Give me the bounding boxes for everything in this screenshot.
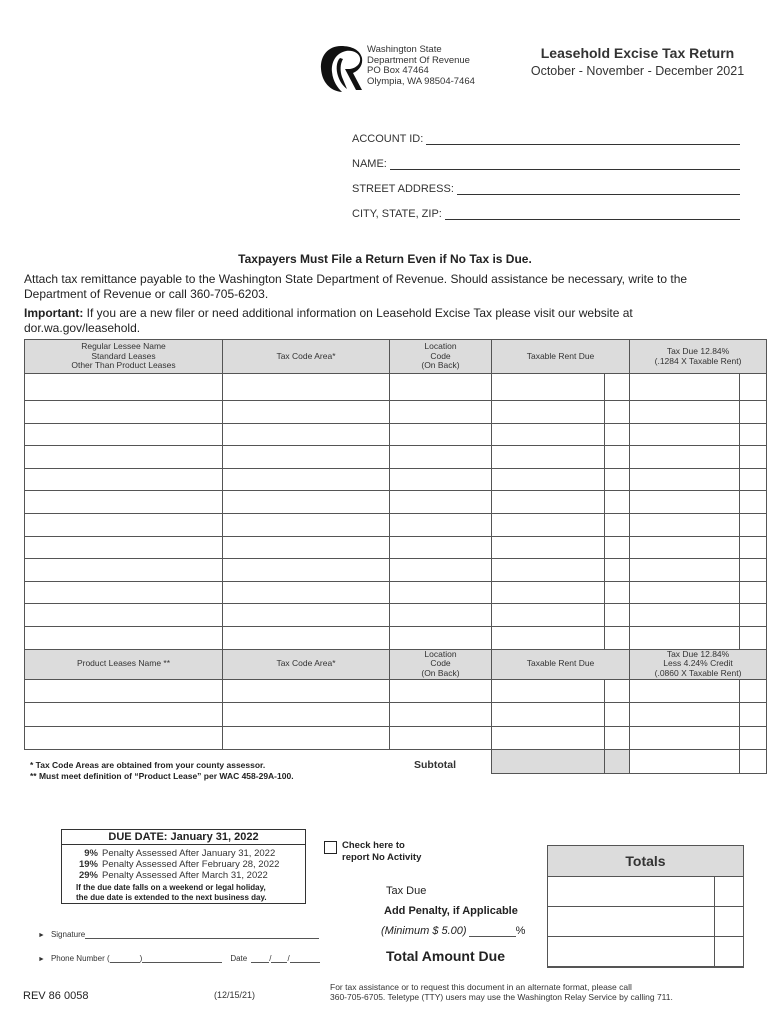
subtotal-shaded-cell [605, 750, 630, 774]
table-row [25, 536, 767, 559]
product-tax-code-area-cell[interactable] [223, 679, 390, 703]
table-row [25, 374, 767, 401]
penalty-text: Penalty Assessed After February 28, 2022 [102, 859, 280, 870]
arrow-right-icon: ► [38, 932, 45, 939]
tax-code-area-cell[interactable] [223, 626, 390, 649]
taxable-rent-cell[interactable] [492, 374, 605, 401]
name-line[interactable] [390, 160, 740, 170]
must-file-notice: Taxpayers Must File a Return Even if No Tax is Due. [238, 252, 532, 266]
taxable-rent-cell[interactable] [492, 559, 605, 582]
tax-due-cents-cell[interactable] [740, 423, 767, 446]
tax-code-area-cell[interactable] [223, 581, 390, 604]
taxable-rent-cell[interactable] [492, 604, 605, 627]
product-tax-due-cents-cell[interactable] [740, 679, 767, 703]
penalty-line [76, 870, 268, 881]
table-row [25, 604, 767, 627]
product-taxable-rent-cell[interactable] [492, 703, 605, 727]
phone-area-code-field[interactable] [110, 954, 140, 963]
product-tax-code-area-cell[interactable] [223, 726, 390, 750]
lessee-name-cell[interactable] [25, 491, 223, 514]
product-tax-code-area-cell[interactable] [223, 703, 390, 727]
product-taxable-rent-cell[interactable] [492, 726, 605, 750]
table-row [25, 726, 767, 750]
assistance-text [330, 982, 750, 1002]
city-state-zip-label: CITY, STATE, ZIP: [352, 208, 442, 220]
location-code-cell[interactable] [390, 581, 492, 604]
phone-date-row [38, 954, 320, 963]
location-code-cell[interactable] [390, 604, 492, 627]
product-tax-due-cents-cell[interactable] [740, 703, 767, 727]
product-tax-due-cell[interactable] [630, 703, 740, 727]
tax-due-cents-cell[interactable] [740, 401, 767, 424]
lessee-name-cell[interactable] [25, 559, 223, 582]
tax-due-cents-cell[interactable] [740, 581, 767, 604]
penalty-percent: 19% [78, 859, 98, 870]
taxable-rent-cents-cell[interactable] [605, 468, 630, 491]
taxable-rent-cents-cell[interactable] [605, 491, 630, 514]
table-row [25, 423, 767, 446]
taxable-rent-cents-cell[interactable] [605, 446, 630, 469]
lessee-name-cell[interactable] [25, 401, 223, 424]
table-row [25, 559, 767, 582]
location-code-cell[interactable] [390, 513, 492, 536]
lessee-name-cell[interactable] [25, 374, 223, 401]
account-id-line[interactable] [426, 135, 740, 145]
form-period: October - November - December 2021 [530, 64, 745, 78]
attach-instructions: Attach tax remittance payable to the Washington State Department of Revenue. Should assistance be necessary, write to the Department of Revenue or call 360-705-6203. [24, 272, 688, 301]
agency-address [367, 45, 475, 87]
penalty-text: Penalty Assessed After January 31, 2022 [102, 848, 276, 859]
tax-due-cents-cell[interactable] [740, 491, 767, 514]
tax-code-area-cell[interactable] [223, 604, 390, 627]
percent-sign: % [515, 925, 526, 937]
tax-code-area-header: Tax Code Area* [223, 649, 390, 679]
lessee-name-cell[interactable] [25, 513, 223, 536]
street-address-line[interactable] [457, 185, 740, 195]
location-code-cell[interactable] [390, 626, 492, 649]
tax-due-cents-cell[interactable] [740, 604, 767, 627]
phone-paren-close: ) [139, 954, 143, 963]
taxable-rent-cents-cell[interactable] [605, 581, 630, 604]
agency-line: Department Of Revenue [367, 54, 470, 66]
table-row [25, 679, 767, 703]
table-row [25, 581, 767, 604]
tax-code-area-cell[interactable] [223, 423, 390, 446]
totals-box [547, 845, 744, 968]
due-date-box [61, 829, 306, 904]
no-activity-label [342, 840, 421, 863]
totals-header: Totals [548, 846, 743, 877]
location-code-cell[interactable] [390, 468, 492, 491]
lease-table [24, 339, 767, 774]
product-location-code-cell[interactable] [390, 703, 492, 727]
tax-due-cents-cell[interactable] [740, 468, 767, 491]
penalty-percent: 29% [78, 870, 98, 881]
taxable-rent-cents-cell[interactable] [605, 374, 630, 401]
product-taxable-rent-cents-cell[interactable] [605, 726, 630, 750]
tax-due-cell[interactable] [630, 626, 740, 649]
phone-number-field[interactable] [139, 954, 222, 963]
signature-row [38, 930, 319, 939]
lessee-name-header: Regular Lessee Name Standard Leases Other Than Product Leases [25, 340, 223, 374]
tax-due-cell[interactable] [630, 468, 740, 491]
lessee-name-cell[interactable] [25, 468, 223, 491]
tax-code-area-cell[interactable] [223, 468, 390, 491]
form-title: Leasehold Excise Tax Return [540, 45, 735, 61]
penalty-percent-field[interactable] [469, 928, 516, 937]
phone-label: Phone Number ( [50, 954, 110, 963]
product-tax-due-cell[interactable] [630, 679, 740, 703]
subtotal-cell[interactable] [630, 750, 740, 774]
tax-due-cents-cell[interactable] [740, 536, 767, 559]
add-penalty-label: Add Penalty, if Applicable [384, 905, 518, 917]
due-date-note [76, 883, 267, 902]
arrow-right-icon: ► [38, 956, 45, 963]
table-row [25, 626, 767, 649]
table-row [25, 491, 767, 514]
product-taxable-rent-cell[interactable] [492, 679, 605, 703]
penalty-text: Penalty Assessed After March 31, 2022 [102, 870, 268, 881]
location-code-cell[interactable] [390, 446, 492, 469]
taxable-rent-cents-cell[interactable] [605, 626, 630, 649]
city-state-zip-field[interactable] [352, 206, 740, 220]
tax-due-header: Tax Due 12.84% Less 4.24% Credit (.0860 X Taxable Rent) [630, 649, 767, 679]
tax-due-cents-cell[interactable] [740, 374, 767, 401]
product-lessee-name-cell[interactable] [25, 679, 223, 703]
taxable-rent-header: Taxable Rent Due [492, 649, 630, 679]
location-code-cell[interactable] [390, 491, 492, 514]
assistance-line: 360-705-6705. Teletype (TTY) users may use the Washington Relay Service by calling 711. [330, 992, 673, 1002]
table-header-row [25, 649, 767, 679]
table-row [25, 468, 767, 491]
tax-code-area-header: Tax Code Area* [223, 340, 390, 374]
taxable-rent-cents-cell[interactable] [605, 401, 630, 424]
tax-code-area-cell[interactable] [223, 559, 390, 582]
location-code-header: Location Code (On Back) [390, 649, 492, 679]
taxable-rent-header: Taxable Rent Due [492, 340, 630, 374]
street-address-label: STREET ADDRESS: [352, 183, 454, 195]
taxable-rent-cell[interactable] [492, 401, 605, 424]
taxable-rent-cell[interactable] [492, 423, 605, 446]
product-taxable-rent-cents-cell[interactable] [605, 679, 630, 703]
due-date-title: DUE DATE: January 31, 2022 [62, 830, 305, 845]
taxable-rent-cell[interactable] [492, 513, 605, 536]
tax-code-area-cell[interactable] [223, 401, 390, 424]
important-text: If you are a new filer or need additional information on Leasehold Excise Tax please visit our website at dor.wa.gov/leasehold. [24, 306, 633, 335]
name-field[interactable] [352, 156, 740, 170]
taxable-rent-cents-cell[interactable] [605, 423, 630, 446]
taxable-rent-cell[interactable] [492, 581, 605, 604]
date-month-field[interactable] [251, 954, 272, 963]
important-notice [24, 306, 749, 335]
tax-code-area-cell[interactable] [223, 536, 390, 559]
product-lessee-name-cell[interactable] [25, 726, 223, 750]
lessee-name-cell[interactable] [25, 604, 223, 627]
cents-divider [714, 877, 715, 967]
table-row [25, 446, 767, 469]
product-taxable-rent-cents-cell[interactable] [605, 703, 630, 727]
location-code-cell[interactable] [390, 401, 492, 424]
date-day-field[interactable] [271, 954, 290, 963]
tax-code-area-cell[interactable] [223, 446, 390, 469]
taxable-rent-cents-cell[interactable] [605, 559, 630, 582]
taxable-rent-cents-cell[interactable] [605, 536, 630, 559]
tax-due-cell[interactable] [630, 581, 740, 604]
taxable-rent-cents-cell[interactable] [605, 604, 630, 627]
tax-due-cents-cell[interactable] [740, 626, 767, 649]
date-separator: / [269, 954, 272, 963]
tax-code-area-cell[interactable] [223, 513, 390, 536]
form-number: REV 86 0058 [23, 990, 89, 1002]
subtotal-label: Subtotal [414, 759, 456, 771]
tax-due-cell[interactable] [630, 401, 740, 424]
tax-due-cents-cell[interactable] [740, 513, 767, 536]
lessee-name-cell[interactable] [25, 446, 223, 469]
taxable-rent-cell[interactable] [492, 536, 605, 559]
signature-label: Signature [50, 930, 86, 939]
total-amount-due-label: Total Amount Due [386, 948, 505, 964]
location-code-header: Location Code (On Back) [390, 340, 492, 374]
tax-due-label: Tax Due [386, 885, 427, 897]
agency-line: Washington State [367, 44, 442, 55]
due-note-line: If the due date falls on a weekend or legal holiday, [76, 883, 266, 892]
no-activity-line: Check here to [342, 840, 405, 851]
penalty-line [76, 848, 275, 859]
no-activity-line: report No Activity [342, 851, 422, 863]
account-id-label: ACCOUNT ID: [352, 133, 424, 145]
tax-code-area-note: * Tax Code Areas are obtained from your county assessor. [30, 760, 266, 770]
agency-line: Olympia, WA 98504-7464 [367, 75, 475, 87]
location-code-cell[interactable] [390, 423, 492, 446]
tax-due-cell[interactable] [630, 604, 740, 627]
product-tax-due-cell[interactable] [630, 726, 740, 750]
table-row [25, 513, 767, 536]
location-code-cell[interactable] [390, 559, 492, 582]
tax-due-cell[interactable] [630, 536, 740, 559]
table-row [25, 703, 767, 727]
date-separator: / [287, 954, 290, 963]
taxable-rent-cell[interactable] [492, 491, 605, 514]
taxable-rent-cell[interactable] [492, 626, 605, 649]
name-label: NAME: [352, 158, 387, 170]
subtotal-cell[interactable] [740, 750, 767, 774]
taxable-rent-cents-cell[interactable] [605, 513, 630, 536]
penalty-line [76, 859, 279, 870]
revision-date: (12/15/21) [214, 990, 256, 1000]
minimum-label: (Minimum $ 5.00) [381, 925, 467, 937]
product-lessee-name-cell[interactable] [25, 703, 223, 727]
tax-due-cell[interactable] [630, 491, 740, 514]
tax-code-area-cell[interactable] [223, 374, 390, 401]
product-lease-note: ** Must meet definition of “Product Lease” per WAC 458-29A-100. [30, 770, 294, 781]
important-label: Important: [24, 306, 84, 320]
account-id-field[interactable] [352, 131, 740, 145]
no-activity-checkbox[interactable] [324, 841, 337, 854]
product-lease-name-header: Product Leases Name ** [25, 649, 223, 679]
table-header-row [25, 340, 767, 374]
penalty-percent: 9% [84, 848, 98, 859]
location-code-cell[interactable] [390, 536, 492, 559]
assistance-line: For tax assistance or to request this document in an alternate format, please call [330, 982, 632, 992]
tax-due-header: Tax Due 12.84% (.1284 X Taxable Rent) [630, 340, 767, 374]
tax-due-cell[interactable] [630, 559, 740, 582]
agency-line: PO Box 47464 [367, 65, 429, 77]
lessee-name-cell[interactable] [25, 581, 223, 604]
tax-due-cell[interactable] [630, 513, 740, 536]
tax-due-cents-cell[interactable] [740, 559, 767, 582]
date-year-field[interactable] [290, 954, 320, 963]
lessee-name-cell[interactable] [25, 626, 223, 649]
street-address-field[interactable] [352, 181, 740, 195]
tax-due-cents-cell[interactable] [740, 446, 767, 469]
department-of-revenue-logo [318, 44, 364, 94]
taxable-rent-cell[interactable] [492, 468, 605, 491]
subtotal-shaded-cell [492, 750, 605, 774]
minimum-penalty [381, 925, 525, 937]
product-tax-due-cents-cell[interactable] [740, 726, 767, 750]
footnotes [30, 760, 294, 781]
city-state-zip-line[interactable] [445, 210, 740, 220]
product-location-code-cell[interactable] [390, 679, 492, 703]
taxable-rent-cell[interactable] [492, 446, 605, 469]
lessee-name-cell[interactable] [25, 536, 223, 559]
table-row [25, 401, 767, 424]
signature-line[interactable] [85, 930, 319, 939]
tax-due-cell[interactable] [630, 446, 740, 469]
tax-due-cell[interactable] [630, 423, 740, 446]
location-code-cell[interactable] [390, 374, 492, 401]
date-label: Date [230, 954, 248, 963]
tax-due-cell[interactable] [630, 374, 740, 401]
due-note-line: the due date is extended to the next business day. [76, 892, 267, 902]
product-location-code-cell[interactable] [390, 726, 492, 750]
tax-code-area-cell[interactable] [223, 491, 390, 514]
lessee-name-cell[interactable] [25, 423, 223, 446]
